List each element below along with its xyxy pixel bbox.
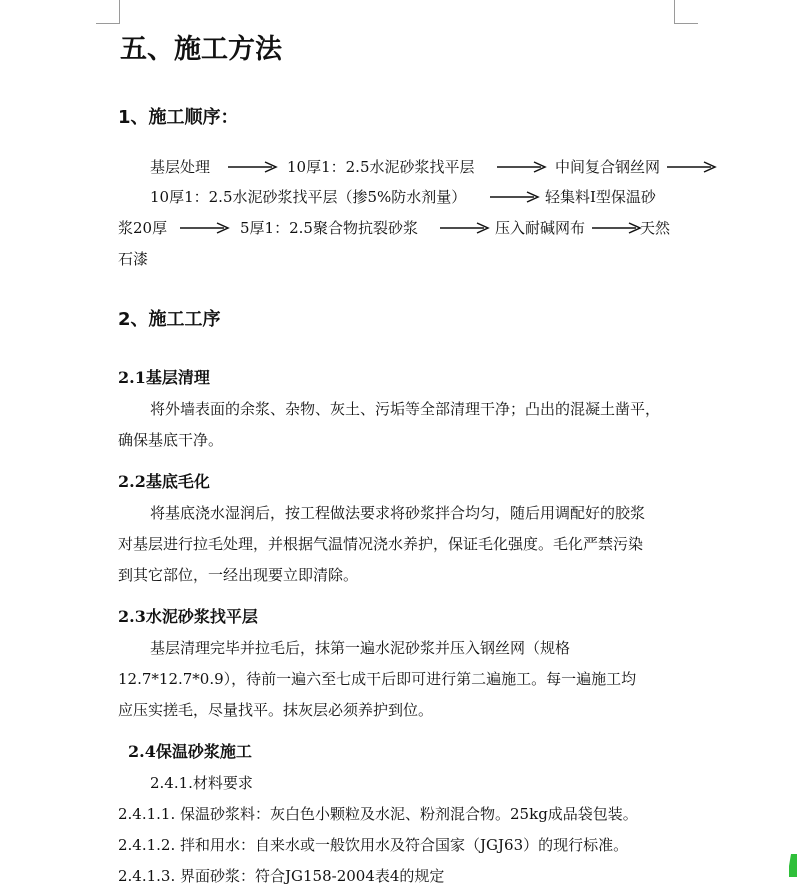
section-2-title: 2、施工工序 <box>118 309 221 330</box>
flow-step-alkali-mesh: 压入耐碱网布 <box>495 219 586 237</box>
flow-step-leveling-layer: 10厚1：2.5水泥砂浆找平层 <box>287 158 475 176</box>
paragraph-line: 将外墙表面的余浆、杂物、灰土、污垢等全部清理干净；凸出的混凝土凿平， <box>150 400 661 418</box>
subsection-2-4-title: 2.4保温砂浆施工 <box>128 742 252 761</box>
paragraph-line: 确保基底干净。 <box>118 431 224 449</box>
paragraph-line: 将基底浇水湿润后，按工程做法要求将砂浆拌合均匀，随后用调配好的胶浆 <box>150 504 646 522</box>
paragraph-line: 到其它部位，一经出现要立即清除。 <box>118 566 359 584</box>
green-marker-icon <box>788 852 798 877</box>
flow-arrow-icon <box>667 160 717 174</box>
flow-step-waterproof-leveling: 10厚1：2.5水泥砂浆找平层（掺5%防水剂量） <box>150 188 467 206</box>
flow-step-thickness: 浆20厚 <box>118 219 168 237</box>
section-1-title: 1、施工顺序： <box>118 107 239 128</box>
paragraph-line: 对基层进行拉毛处理，并根据气温情况浇水养护，保证毛化强度。毛化严禁污染 <box>118 535 644 553</box>
list-item: 2.4.1.3. 界面砂浆：符合JG158-2004表4的规定 <box>118 867 445 885</box>
flow-step-anticrack-mortar: 5厚1：2.5聚合物抗裂砂浆 <box>240 219 418 237</box>
flow-arrow-icon <box>180 221 230 235</box>
flow-step-steel-mesh: 中间复合钢丝网 <box>555 158 661 176</box>
paragraph-line: 12.7*12.7*0.9），待前一遍六至七成干后即可进行第二遍施工。每一遍施工均 <box>118 670 637 688</box>
flow-arrow-icon <box>592 221 642 235</box>
flow-arrow-icon <box>228 160 278 174</box>
flow-arrow-icon <box>490 190 540 204</box>
flow-step-stone-paint: 石漆 <box>118 250 149 268</box>
list-item: 2.4.1.1. 保温砂浆料：灰白色小颗粒及水泥、粉剂混合物。25kg成品袋包装。 <box>118 805 638 823</box>
flow-step-insulation-mortar: 轻集料Ⅰ型保温砂 <box>545 188 656 206</box>
subsection-2-2-title: 2.2基底毛化 <box>118 472 210 491</box>
subsubsection-2-4-1-title: 2.4.1.材料要求 <box>150 774 253 792</box>
chapter-heading: 五、施工方法 <box>120 34 282 65</box>
list-item: 2.4.1.2. 拌和用水：自来水或一般饮用水及符合国家（JGJ63）的现行标准。 <box>118 836 629 854</box>
subsection-2-1-title: 2.1基层清理 <box>118 368 210 387</box>
flow-step-natural: 天然 <box>640 219 671 237</box>
paragraph-line: 应压实搓毛，尽量找平。抹灰层必须养护到位。 <box>118 701 434 719</box>
flow-arrow-icon <box>497 160 547 174</box>
subsection-2-3-title: 2.3水泥砂浆找平层 <box>118 607 258 626</box>
flow-arrow-icon <box>440 221 490 235</box>
paragraph-line: 基层清理完毕并拉毛后，抹第一遍水泥砂浆并压入钢丝网（规格 <box>150 639 571 657</box>
flow-step-base-treatment: 基层处理 <box>150 158 211 176</box>
